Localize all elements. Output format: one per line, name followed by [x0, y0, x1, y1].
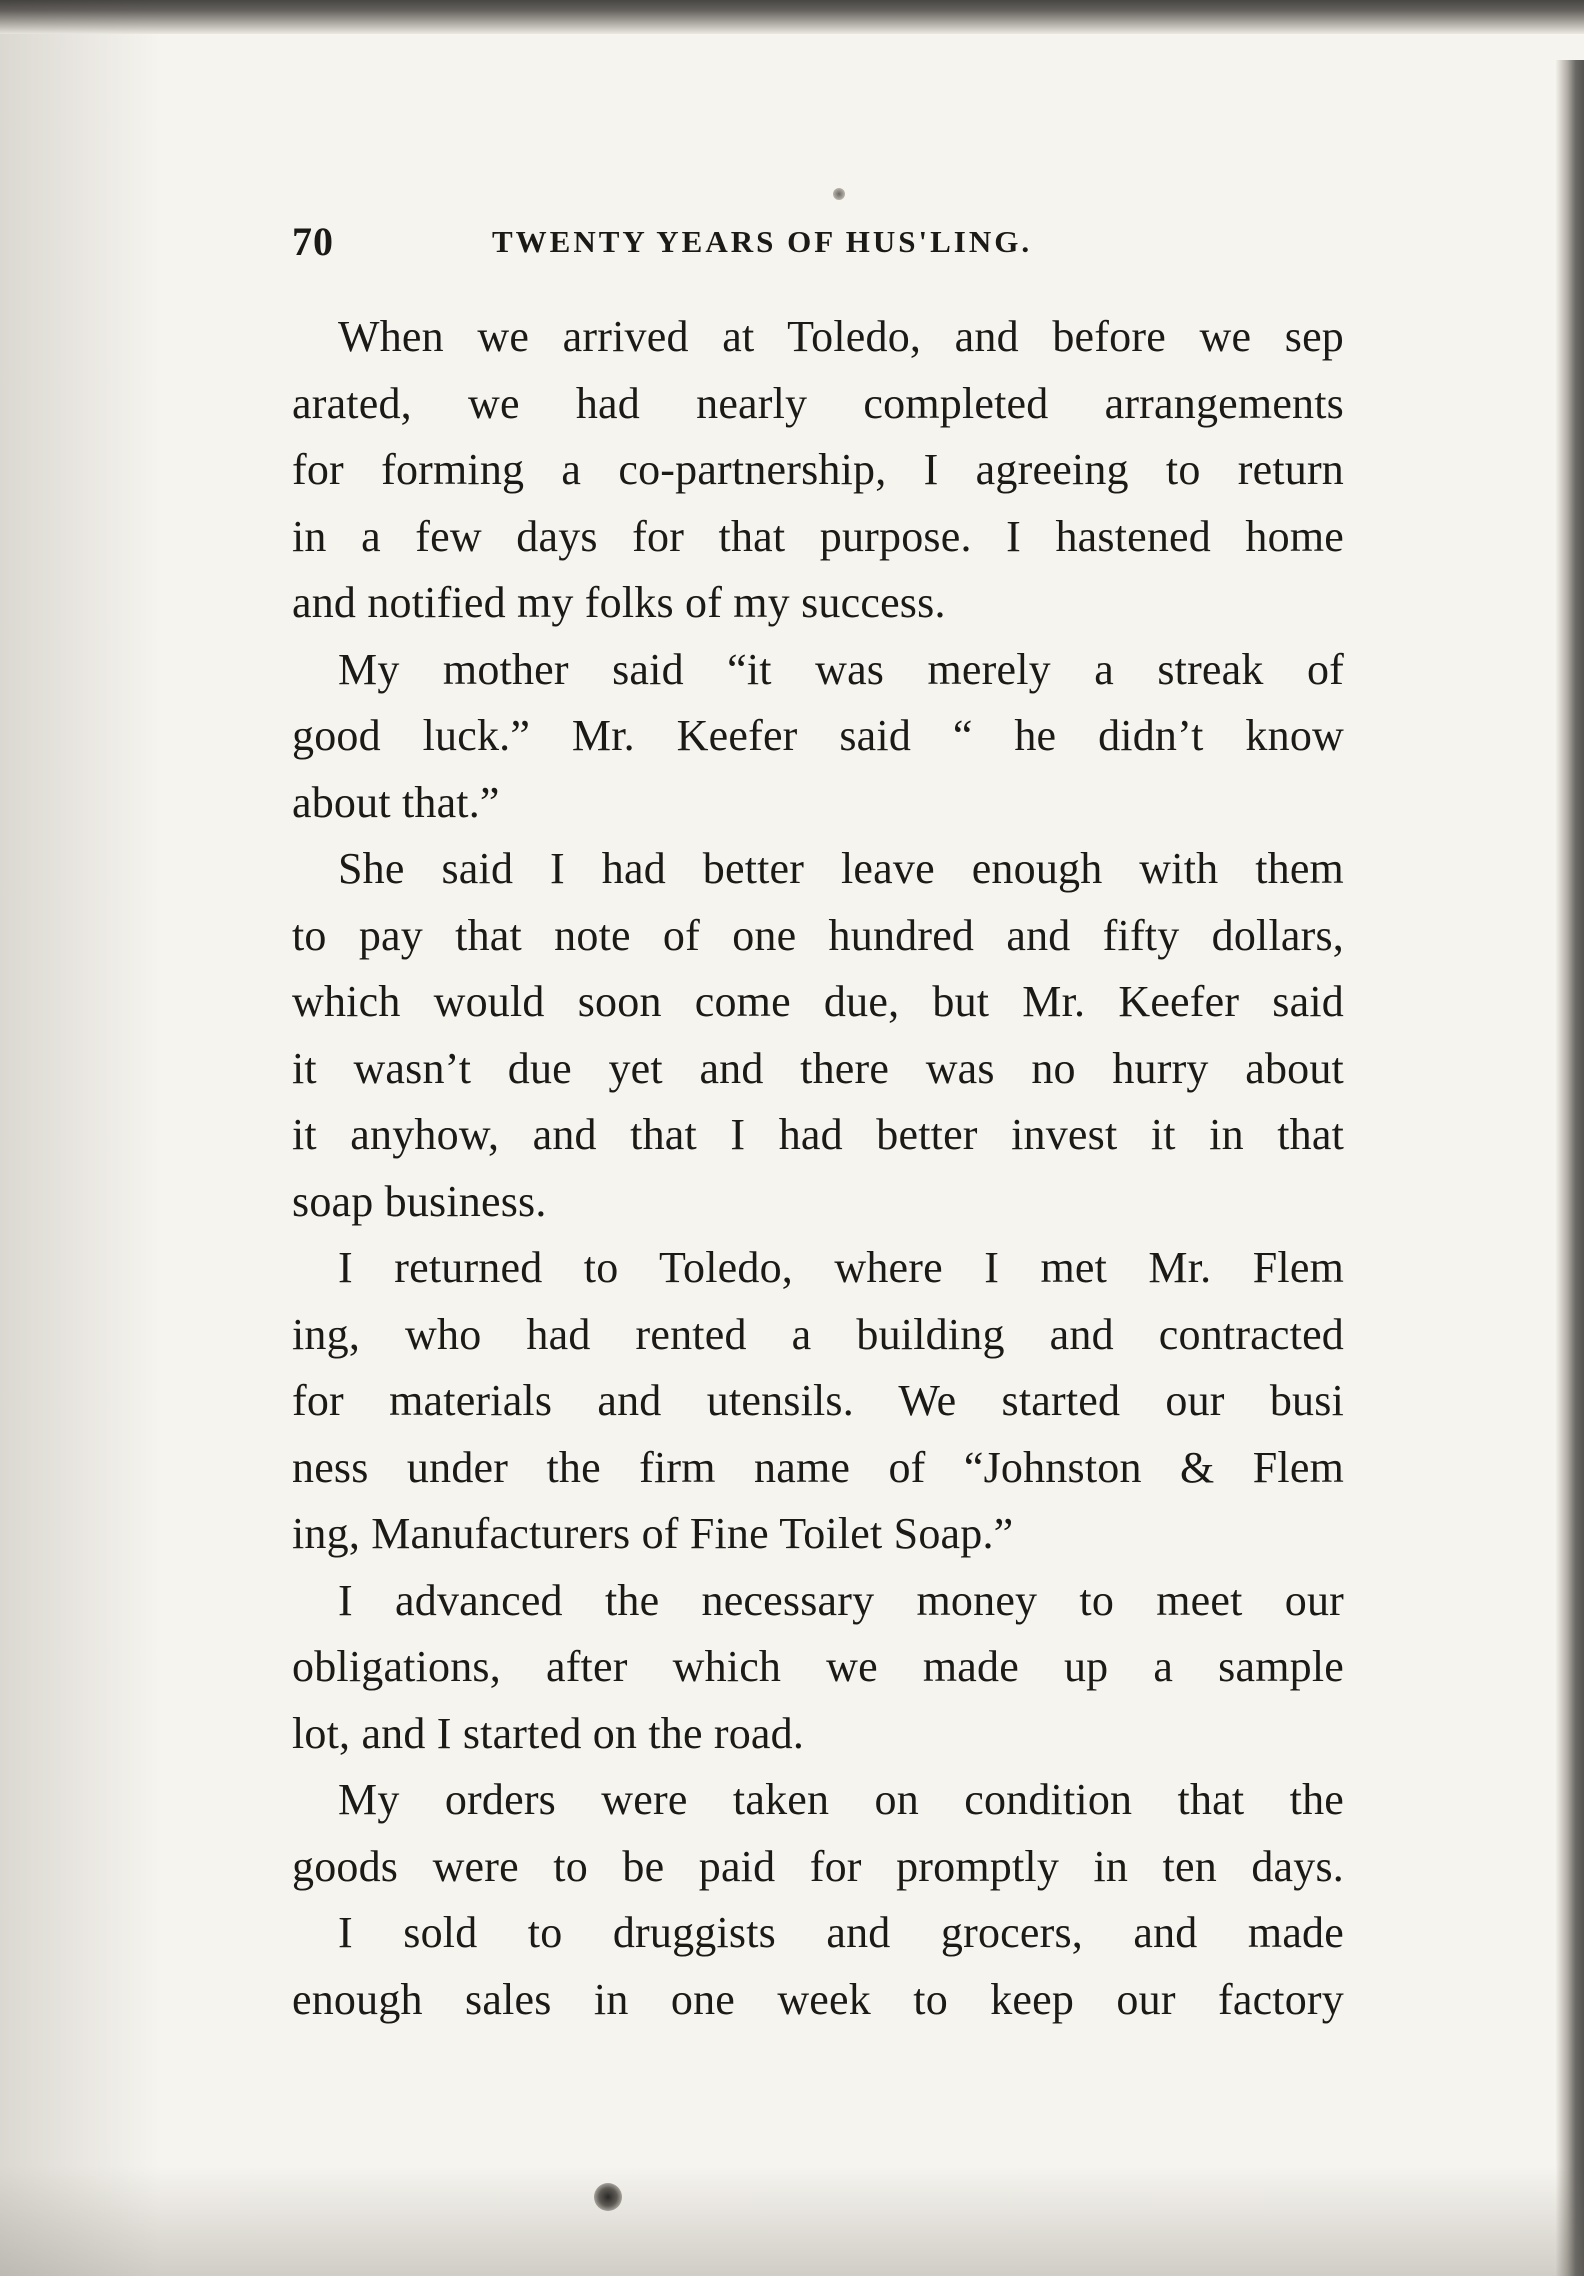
text-line: ness under the firm name of “Johnston & Flem — [292, 1442, 1344, 1492]
paragraph — [292, 1900, 1344, 2033]
text-line: ing, who had rented a building and contracted — [292, 1309, 1344, 1359]
text-line: about that.” — [292, 777, 500, 827]
text-line: lot, and I started on the road. — [292, 1708, 805, 1758]
ink-speck-top — [833, 188, 845, 200]
text-line: in a few days for that purpose. I hastened home — [292, 511, 1344, 561]
text-line: ing, Manufacturers of Fine Toilet Soap.” — [292, 1509, 1014, 1558]
paragraph — [292, 1767, 1344, 1900]
scan-right-edge — [1556, 60, 1584, 2276]
text-line: it wasn’t due yet and there was no hurry about — [292, 1043, 1344, 1093]
paragraph — [292, 1568, 1344, 1768]
text-line: I sold to druggists and grocers, and made — [338, 1908, 1344, 1957]
text-line: My orders were taken on condition that the — [338, 1775, 1344, 1824]
text-line: arated, we had nearly completed arrangements — [292, 378, 1344, 428]
paragraph — [292, 1235, 1344, 1568]
page-number: 70 — [292, 219, 334, 264]
text-line: My mother said “it was merely a streak of — [338, 644, 1344, 694]
text-line: for forming a co-partnership, I agreeing to return — [292, 445, 1344, 494]
scan-left-shadow — [0, 0, 160, 2276]
paragraph — [292, 304, 1344, 637]
running-title: TWENTY YEARS OF HUS'LING. — [492, 224, 1033, 259]
text-line: and notified my folks of my success. — [292, 578, 946, 627]
text-line: When we arrived at Toledo, and before we sep — [338, 312, 1344, 361]
text-line: I returned to Toledo, where I met Mr. Flem — [338, 1243, 1344, 1292]
scan-bottom-shadow — [0, 2166, 1584, 2276]
text-line: I advanced the necessary money to meet our — [338, 1575, 1344, 1625]
ink-speck-bottom — [594, 2183, 622, 2211]
text-line: soap business. — [292, 1176, 547, 1226]
scan-top-edge — [0, 0, 1584, 34]
text-line: which would soon come due, but Mr. Keefer said — [292, 977, 1344, 1026]
text-line: good luck.” Mr. Keefer said “ he didn’t know — [292, 711, 1344, 760]
paragraph — [292, 637, 1344, 837]
text-line: goods were to be paid for promptly in ten days. — [292, 1841, 1344, 1891]
text-line: She said I had better leave enough with them — [338, 844, 1344, 893]
text-line: obligations, after which we made up a sample — [292, 1642, 1344, 1691]
text-line: enough sales in one week to keep our factory — [292, 1974, 1344, 2024]
paragraph — [292, 836, 1344, 1235]
text-line: to pay that note of one hundred and fifty dollars, — [292, 910, 1344, 960]
body-text — [292, 304, 1344, 2033]
page-header — [292, 218, 1292, 278]
text-line: for materials and utensils. We started our busi — [292, 1376, 1344, 1425]
text-line: it anyhow, and that I had better invest it in that — [292, 1110, 1344, 1159]
